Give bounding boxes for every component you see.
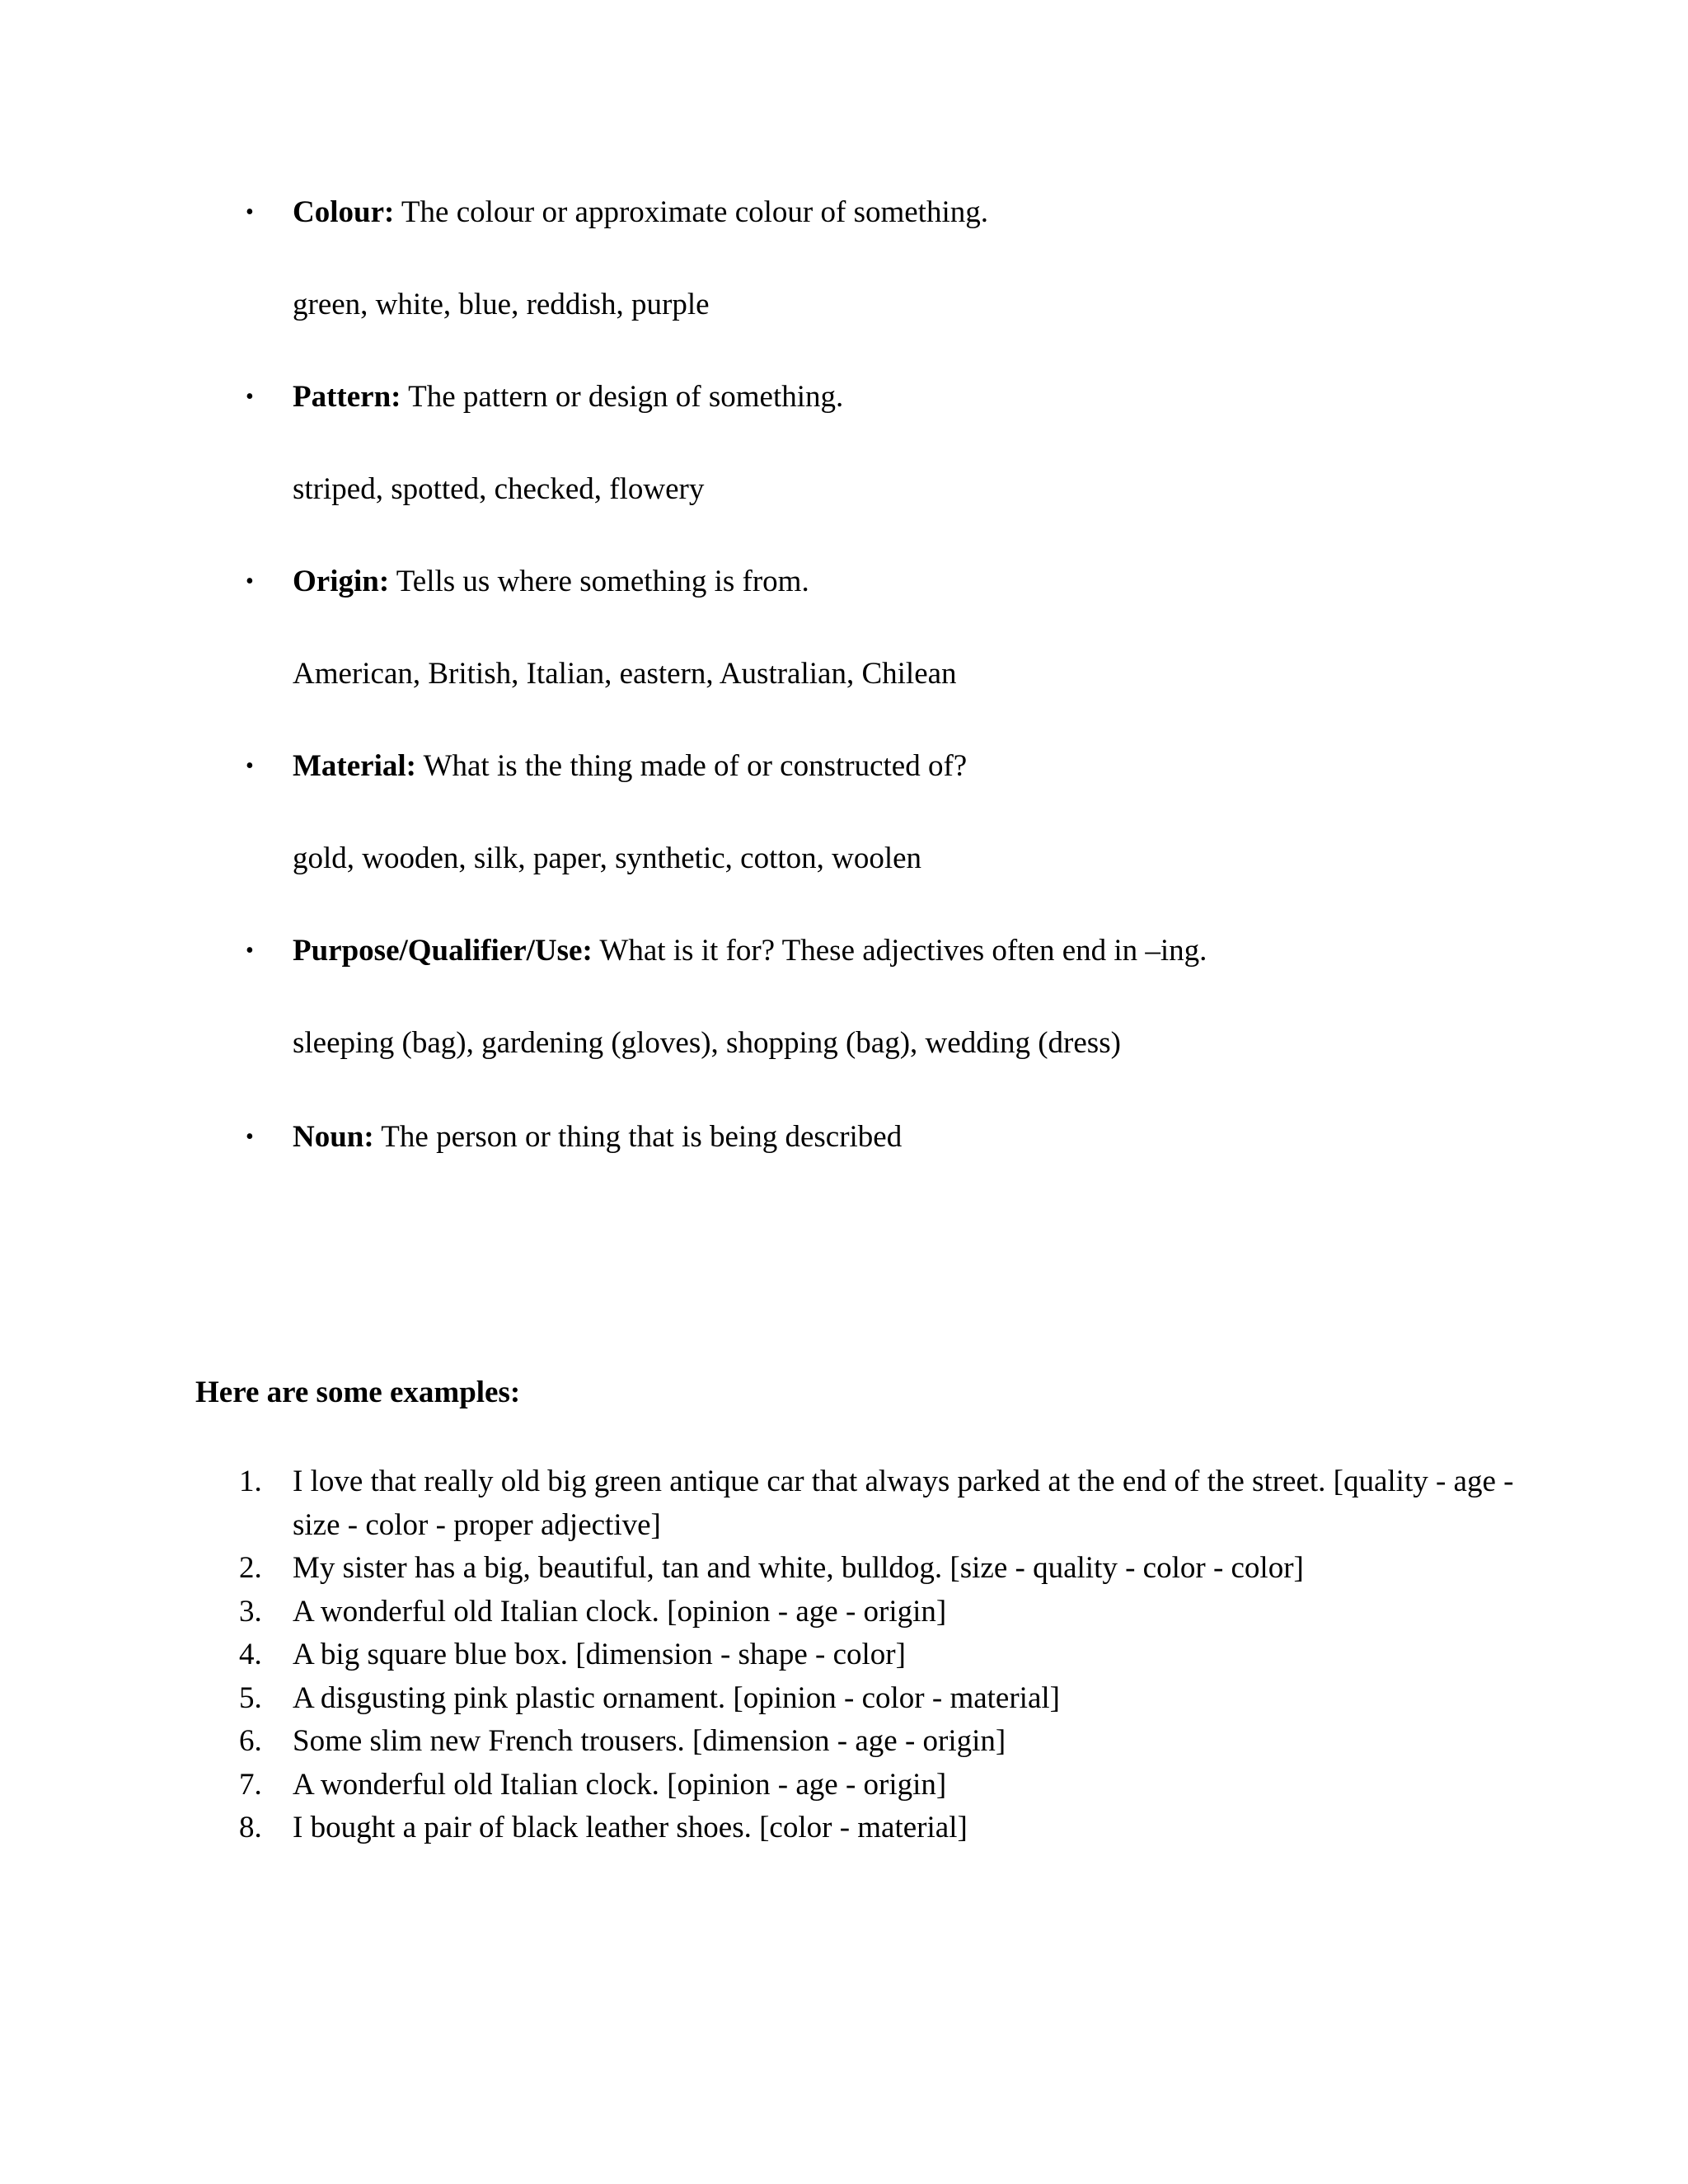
list-item bbox=[239, 1547, 1525, 1591]
term-definition: What is the thing made of or constructed of? bbox=[423, 749, 968, 783]
bullet-item-pattern bbox=[246, 379, 844, 415]
list-item-text: A big square blue box. [dimension - shape - color] bbox=[293, 1638, 906, 1671]
bullet-icon: • bbox=[246, 1124, 254, 1150]
term-definition: The pattern or design of something. bbox=[408, 380, 844, 414]
term-label: Colour: bbox=[293, 195, 395, 229]
example-words-colour: green, white, blue, reddish, purple bbox=[293, 288, 710, 321]
example-words-origin: American, British, Italian, eastern, Australian, Chilean bbox=[293, 657, 957, 691]
bullet-icon: • bbox=[246, 753, 254, 779]
list-item-text: My sister has a big, beautiful, tan and white, bulldog. [size - quality - color - color] bbox=[293, 1551, 1304, 1585]
list-item-text: Some slim new French trousers. [dimension - age - origin] bbox=[293, 1724, 1006, 1758]
list-number: 3. bbox=[239, 1594, 262, 1629]
term-definition: The colour or approximate colour of something. bbox=[401, 195, 988, 229]
list-number: 6. bbox=[239, 1724, 262, 1758]
list-item-text: A wonderful old Italian clock. [opinion - age - origin] bbox=[293, 1767, 947, 1802]
term-label: Purpose/Qualifier/Use: bbox=[293, 934, 593, 968]
bullet-item-noun bbox=[246, 1119, 903, 1155]
bullet-icon: • bbox=[246, 384, 254, 410]
term-label: Origin: bbox=[293, 565, 390, 598]
list-number: 4. bbox=[239, 1638, 262, 1671]
term-definition: Tells us where something is from. bbox=[396, 565, 809, 598]
bullet-item-purpose bbox=[246, 933, 1207, 969]
example-words-pattern: striped, spotted, checked, flowery bbox=[293, 472, 705, 506]
bullet-icon: • bbox=[246, 199, 254, 225]
bullet-icon: • bbox=[246, 938, 254, 963]
bullet-icon: • bbox=[246, 569, 254, 594]
term-label: Material: bbox=[293, 749, 416, 783]
term-label: Pattern: bbox=[293, 380, 401, 414]
list-item-text: I love that really old big green antique car that always parked at the end of the street. [quality - age - size - color - proper adjective] bbox=[293, 1465, 1514, 1542]
examples-heading: Here are some examples: bbox=[195, 1376, 521, 1409]
list-item bbox=[239, 1807, 1525, 1850]
term-definition: The person or thing that is being described bbox=[381, 1120, 903, 1154]
term-definition: What is it for? These adjectives often end in –ing. bbox=[599, 934, 1207, 968]
list-item-text: I bought a pair of black leather shoes. [color - material] bbox=[293, 1811, 968, 1844]
list-number: 2. bbox=[239, 1551, 262, 1585]
list-number: 8. bbox=[239, 1811, 262, 1844]
list-item bbox=[239, 1460, 1525, 1547]
list-number: 1. bbox=[239, 1465, 262, 1498]
list-item-text: A wonderful old Italian clock. [opinion - age - origin] bbox=[293, 1594, 947, 1629]
example-words-purpose: sleeping (bag), gardening (gloves), shopping (bag), wedding (dress) bbox=[293, 1026, 1121, 1060]
bullet-item-colour bbox=[246, 194, 988, 231]
examples-list bbox=[239, 1460, 1525, 1850]
list-item bbox=[239, 1720, 1525, 1764]
list-item bbox=[239, 1677, 1525, 1721]
bullet-item-origin bbox=[246, 564, 809, 600]
list-number: 5. bbox=[239, 1680, 262, 1715]
example-words-material: gold, wooden, silk, paper, synthetic, cotton, woolen bbox=[293, 841, 922, 875]
term-label: Noun: bbox=[293, 1120, 374, 1154]
list-item bbox=[239, 1633, 1525, 1677]
list-item bbox=[239, 1591, 1525, 1634]
list-item bbox=[239, 1764, 1525, 1807]
list-item-text: A disgusting pink plastic ornament. [opinion - color - material] bbox=[293, 1680, 1060, 1715]
bullet-item-material bbox=[246, 748, 968, 785]
list-number: 7. bbox=[239, 1767, 262, 1802]
